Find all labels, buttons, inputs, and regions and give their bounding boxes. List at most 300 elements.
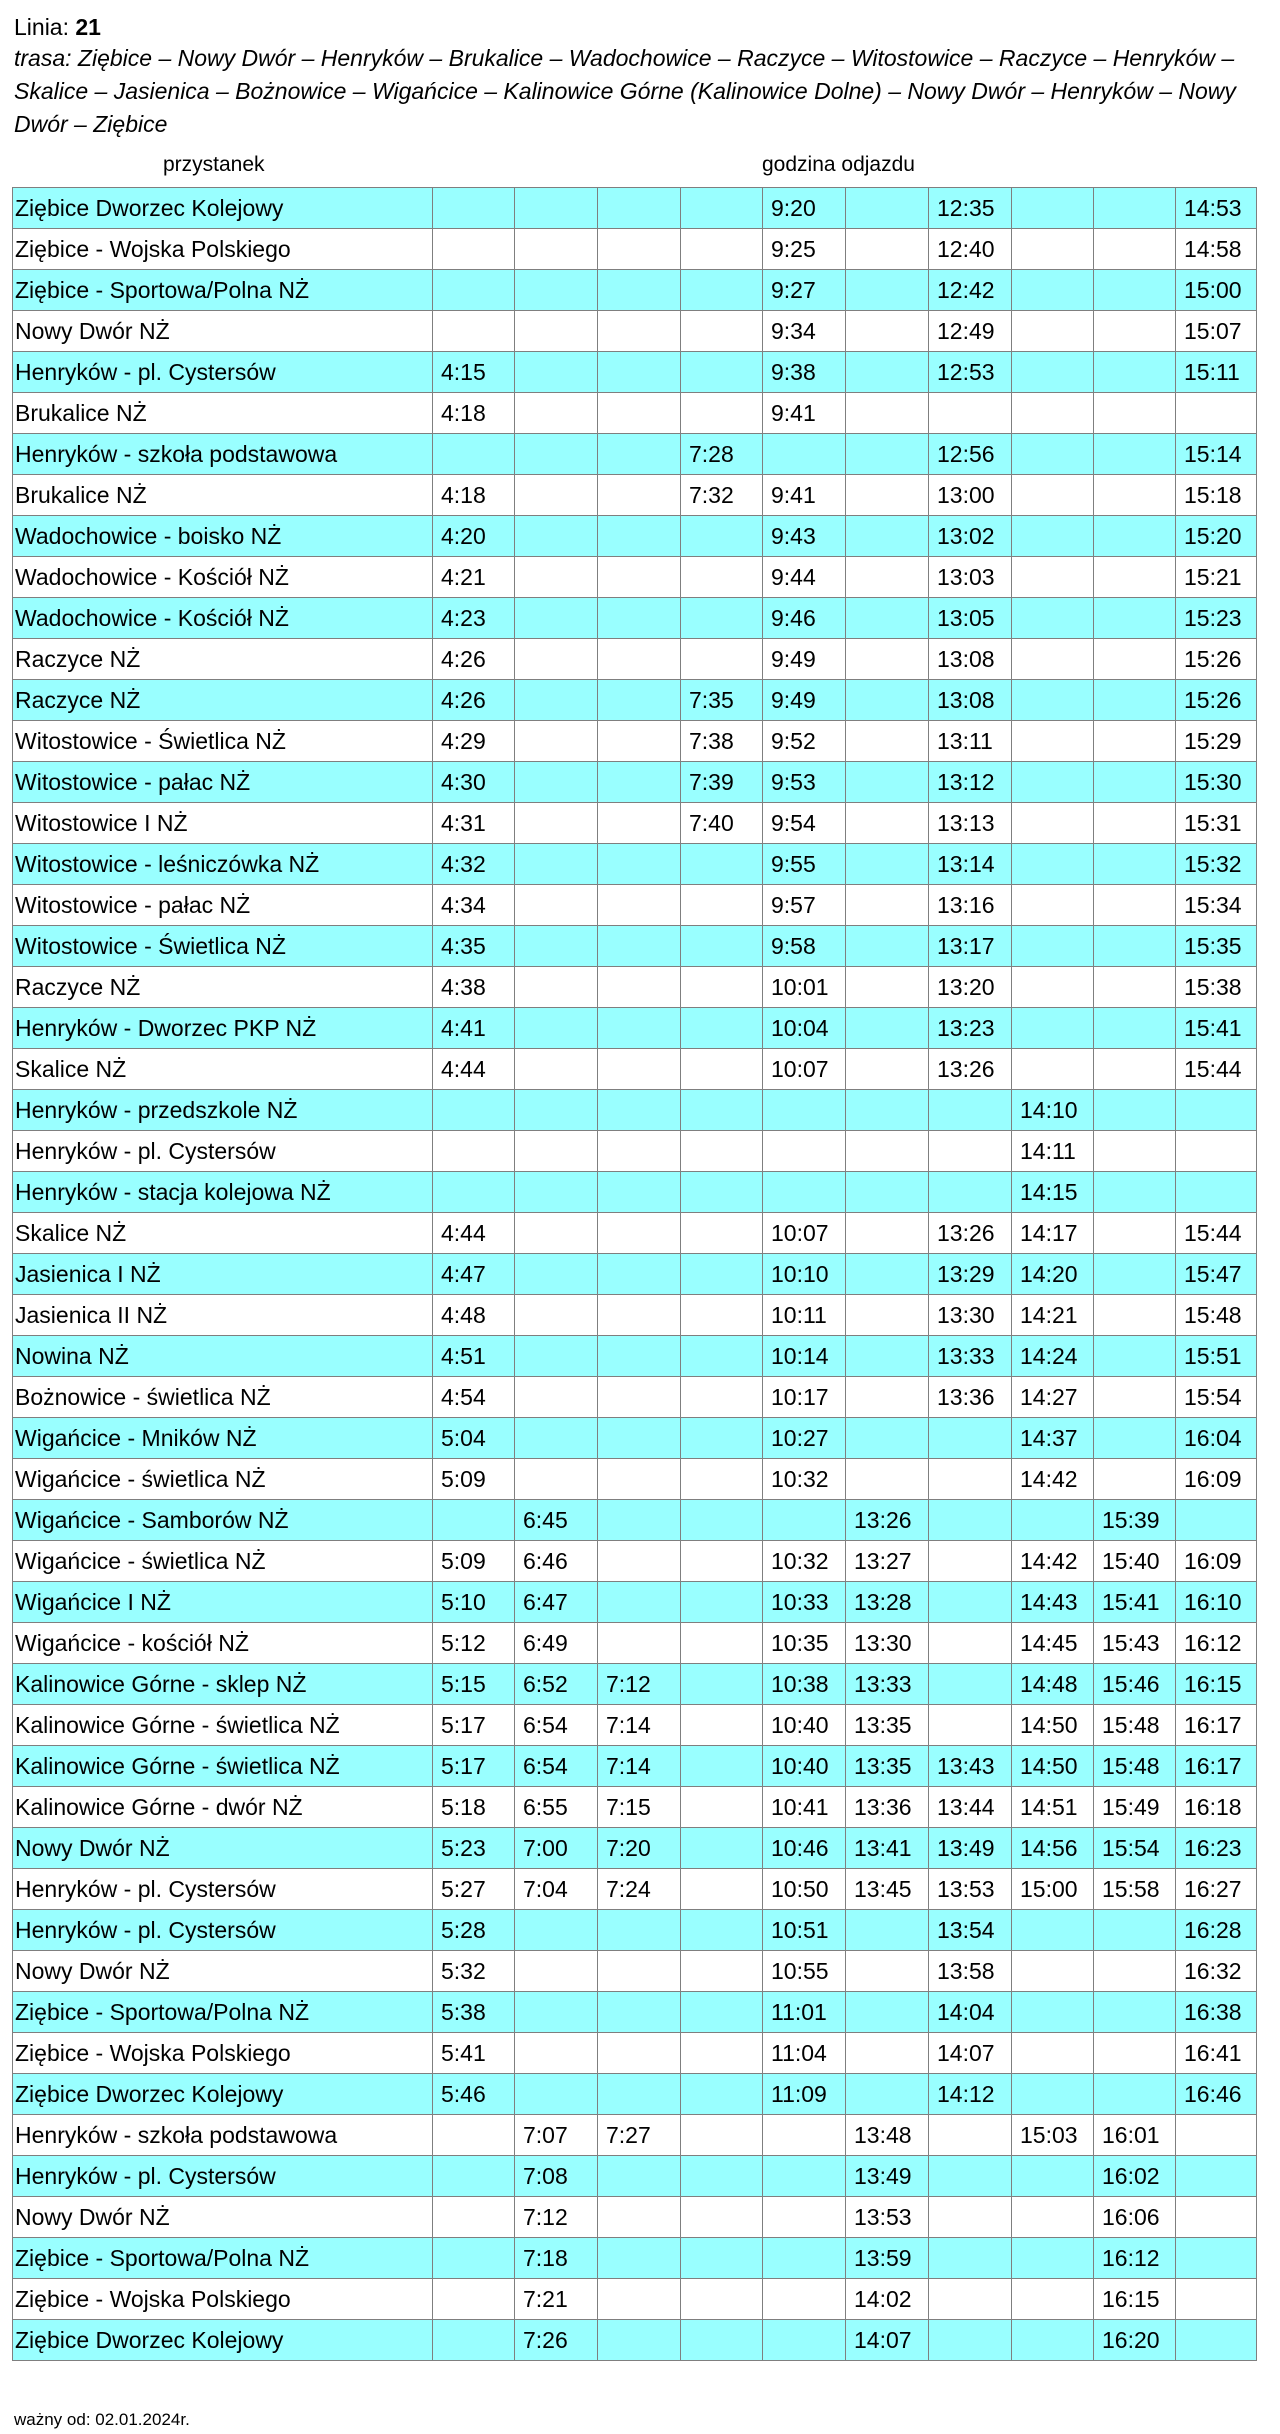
departure-time-cell [1094,1295,1176,1336]
departure-time-cell: 13:17 [929,926,1012,967]
departure-time-cell: 14:56 [1012,1828,1094,1869]
departure-time-cell [681,1664,763,1705]
departure-time-cell [1012,2238,1094,2279]
departure-time-cell [1176,393,1257,434]
departure-time-cell: 15:41 [1094,1582,1176,1623]
departure-time-cell [681,1418,763,1459]
departure-time-cell [598,1049,681,1090]
departure-time-cell: 4:31 [433,803,515,844]
departure-time-cell [515,1992,598,2033]
table-row [13,352,1257,393]
departure-time-cell: 13:11 [929,721,1012,762]
departure-time-cell: 13:54 [929,1910,1012,1951]
departure-time-cell: 9:44 [763,557,846,598]
departure-time-cell: 5:32 [433,1951,515,1992]
departure-time-cell: 9:55 [763,844,846,885]
departure-time-cell [681,229,763,270]
departure-time-cell: 13:36 [846,1787,929,1828]
departure-time-cell [763,1172,846,1213]
departure-time-cell [1176,2238,1257,2279]
departure-time-cell: 16:09 [1176,1541,1257,1582]
departure-time-cell [681,1582,763,1623]
table-row [13,1131,1257,1172]
table-row [13,680,1257,721]
departure-time-cell [1176,2115,1257,2156]
departure-time-cell [1012,352,1094,393]
departure-time-cell [846,1008,929,1049]
departure-time-cell [1094,516,1176,557]
table-row [13,393,1257,434]
departure-time-cell [846,1213,929,1254]
departure-time-cell: 12:40 [929,229,1012,270]
stop-name-cell: Wigańcice - Samborów NŻ [13,1500,433,1541]
departure-time-cell: 4:20 [433,516,515,557]
stop-name-cell: Raczyce NŻ [13,967,433,1008]
departure-time-cell [1094,680,1176,721]
departure-time-cell: 15:40 [1094,1541,1176,1582]
departure-time-cell [846,926,929,967]
departure-time-cell [1094,762,1176,803]
stop-name-cell: Witostowice - Świetlica NŻ [13,926,433,967]
departure-time-cell [598,926,681,967]
departure-time-cell: 12:53 [929,352,1012,393]
departure-time-cell: 7:08 [515,2156,598,2197]
departure-time-cell: 9:54 [763,803,846,844]
departure-time-cell [598,188,681,229]
departure-time-cell: 13:45 [846,1869,929,1910]
departure-time-cell [598,1172,681,1213]
departure-time-cell: 16:15 [1176,1664,1257,1705]
departure-time-cell [1094,475,1176,516]
departure-time-cell [515,2074,598,2115]
stop-name-cell: Witostowice - leśniczówka NŻ [13,844,433,885]
departure-time-cell [1012,680,1094,721]
departure-time-cell: 13:49 [929,1828,1012,1869]
departure-time-cell: 13:49 [846,2156,929,2197]
departure-time-cell [681,2197,763,2238]
departure-time-cell: 15:34 [1176,885,1257,926]
departure-time-cell: 13:29 [929,1254,1012,1295]
departure-time-cell [598,1254,681,1295]
departure-time-cell: 15:54 [1176,1377,1257,1418]
table-row [13,516,1257,557]
departure-time-cell [846,475,929,516]
stop-name-cell: Ziębice Dworzec Kolejowy [13,2320,433,2361]
departure-time-cell: 7:39 [681,762,763,803]
stop-name-cell: Wigańcice - kościół NŻ [13,1623,433,1664]
stop-name-cell: Ziębice - Sportowa/Polna NŻ [13,270,433,311]
departure-time-cell [433,229,515,270]
table-row [13,926,1257,967]
departure-time-cell: 5:09 [433,1459,515,1500]
departure-time-cell [515,1418,598,1459]
departure-time-cell: 15:21 [1176,557,1257,598]
stop-name-cell: Henryków - szkoła podstawowa [13,2115,433,2156]
departure-time-cell: 14:42 [1012,1541,1094,1582]
departure-time-cell: 5:28 [433,1910,515,1951]
departure-time-cell [598,393,681,434]
departure-time-cell: 5:17 [433,1746,515,1787]
departure-time-cell [681,352,763,393]
departure-time-cell [1012,1951,1094,1992]
departure-time-cell [515,1254,598,1295]
departure-time-cell: 4:26 [433,680,515,721]
departure-time-cell [1012,844,1094,885]
departure-time-cell: 13:16 [929,885,1012,926]
table-row [13,311,1257,352]
departure-time-cell [681,1787,763,1828]
departure-time-cell [763,2320,846,2361]
departure-time-cell [1094,885,1176,926]
departure-time-cell: 13:26 [846,1500,929,1541]
table-row [13,1049,1257,1090]
departure-time-cell: 7:24 [598,1869,681,1910]
departure-time-cell: 15:48 [1176,1295,1257,1336]
departure-time-cell [598,967,681,1008]
departure-time-cell: 4:23 [433,598,515,639]
departure-time-cell: 13:35 [846,1746,929,1787]
departure-time-cell [681,2074,763,2115]
departure-time-cell [681,1541,763,1582]
departure-time-cell: 5:23 [433,1828,515,1869]
departure-time-cell [598,1336,681,1377]
stop-name-cell: Ziębice Dworzec Kolejowy [13,188,433,229]
departure-time-cell [681,1951,763,1992]
departure-time-cell [846,1992,929,2033]
departure-time-cell [846,557,929,598]
departure-time-cell [681,598,763,639]
stop-name-cell: Jasienica I NŻ [13,1254,433,1295]
departure-time-cell: 4:44 [433,1213,515,1254]
departure-time-cell [681,311,763,352]
route-description: trasa: Ziębice – Nowy Dwór – Henryków – Brukalice – Wadochowice – Raczyce – Witostowice – Raczyce – Henryków – Skalice – Jasienica – Bożnowice – Wigańcice – Kalinowice Górne (Kalinowice Dolne) – Nowy Dwór – Henryków – Nowy Dwór – Ziębice [14,45,1236,137]
departure-time-cell [681,1910,763,1951]
table-row [13,229,1257,270]
departure-time-cell: 14:07 [846,2320,929,2361]
departure-time-cell [929,1623,1012,1664]
stop-name-cell: Kalinowice Górne - świetlica NŻ [13,1705,433,1746]
departure-time-cell [1012,2279,1094,2320]
stop-name-cell: Henryków - pl. Cystersów [13,2156,433,2197]
departure-time-cell [598,721,681,762]
departure-time-cell [515,1336,598,1377]
departure-time-cell [598,2033,681,2074]
departure-time-cell [1012,803,1094,844]
departure-time-cell: 13:43 [929,1746,1012,1787]
stop-name-cell: Henryków - przedszkole NŻ [13,1090,433,1131]
departure-time-cell [763,2238,846,2279]
stop-name-cell: Nowy Dwór NŻ [13,311,433,352]
departure-time-cell [1094,1213,1176,1254]
departure-time-cell: 4:51 [433,1336,515,1377]
departure-time-cell [846,434,929,475]
departure-time-cell: 14:27 [1012,1377,1094,1418]
departure-time-cell [1012,311,1094,352]
departure-time-cell [515,639,598,680]
departure-time-cell [929,1705,1012,1746]
stop-name-cell: Witostowice - Świetlica NŻ [13,721,433,762]
departure-time-cell [681,2320,763,2361]
departure-time-cell: 16:41 [1176,2033,1257,2074]
departure-time-cell: 16:02 [1094,2156,1176,2197]
departure-time-cell: 6:47 [515,1582,598,1623]
departure-time-cell [433,311,515,352]
departure-time-cell [929,393,1012,434]
departure-time-cell [598,352,681,393]
departure-time-cell [929,1459,1012,1500]
departure-time-cell [846,967,929,1008]
departure-time-cell [846,680,929,721]
stop-name-cell: Kalinowice Górne - sklep NŻ [13,1664,433,1705]
departure-time-cell: 4:44 [433,1049,515,1090]
departure-time-cell: 4:48 [433,1295,515,1336]
departure-time-cell: 7:04 [515,1869,598,1910]
departure-time-cell [1012,1910,1094,1951]
departure-time-cell: 4:41 [433,1008,515,1049]
departure-time-cell [433,2197,515,2238]
departure-time-cell [681,1254,763,1295]
departure-time-cell [763,2197,846,2238]
departure-time-cell: 10:17 [763,1377,846,1418]
departure-time-cell [515,311,598,352]
stop-name-cell: Kalinowice Górne - świetlica NŻ [13,1746,433,1787]
departure-time-cell: 10:46 [763,1828,846,1869]
departure-time-cell [598,639,681,680]
departure-time-cell [433,2279,515,2320]
departure-time-cell: 13:23 [929,1008,1012,1049]
departure-time-cell: 10:14 [763,1336,846,1377]
departure-time-cell [763,2156,846,2197]
stop-name-cell: Nowina NŻ [13,1336,433,1377]
departure-time-cell [681,1336,763,1377]
table-row [13,1828,1257,1869]
departure-time-cell [1176,1131,1257,1172]
departure-time-cell [1176,1090,1257,1131]
departure-time-cell [598,229,681,270]
departure-time-cell [1012,557,1094,598]
table-row [13,1992,1257,2033]
departure-time-cell [598,311,681,352]
table-row [13,844,1257,885]
departure-time-cell: 13:44 [929,1787,1012,1828]
departure-time-cell: 10:04 [763,1008,846,1049]
departure-time-cell [1094,1910,1176,1951]
departure-time-cell [598,2156,681,2197]
departure-time-cell: 14:15 [1012,1172,1094,1213]
departure-time-cell [515,1090,598,1131]
stop-name-cell: Nowy Dwór NŻ [13,1951,433,1992]
departure-time-cell: 15:00 [1176,270,1257,311]
departure-time-cell [929,1418,1012,1459]
departure-time-cell [846,639,929,680]
departure-time-cell: 5:18 [433,1787,515,1828]
departure-time-cell [1094,1377,1176,1418]
table-row [13,967,1257,1008]
departure-time-cell [1094,803,1176,844]
table-row [13,1172,1257,1213]
departure-time-cell: 10:01 [763,967,846,1008]
departure-time-cell [681,188,763,229]
departure-time-cell: 15:43 [1094,1623,1176,1664]
departure-time-cell [515,721,598,762]
departure-time-cell [846,1951,929,1992]
departure-time-cell [1012,270,1094,311]
departure-time-cell [515,270,598,311]
departure-time-cell: 13:35 [846,1705,929,1746]
departure-time-cell: 9:49 [763,680,846,721]
departure-time-cell [1094,1418,1176,1459]
departure-time-cell: 15:39 [1094,1500,1176,1541]
table-row [13,434,1257,475]
departure-time-cell [598,434,681,475]
table-row [13,1623,1257,1664]
departure-time-cell: 13:53 [929,1869,1012,1910]
departure-time-cell: 5:41 [433,2033,515,2074]
departure-time-cell [1012,188,1094,229]
departure-time-cell [1012,393,1094,434]
departure-time-cell [1176,1500,1257,1541]
departure-time-cell: 15:46 [1094,1664,1176,1705]
departure-time-cell: 10:11 [763,1295,846,1336]
departure-time-cell [929,2279,1012,2320]
departure-time-cell [681,1623,763,1664]
departure-time-cell [929,1090,1012,1131]
departure-time-cell [929,1582,1012,1623]
departure-time-cell [681,1172,763,1213]
departure-time-cell [681,270,763,311]
departure-time-cell: 14:45 [1012,1623,1094,1664]
departure-time-cell: 9:49 [763,639,846,680]
departure-time-cell [846,1418,929,1459]
departure-time-cell: 7:07 [515,2115,598,2156]
departure-time-cell: 7:12 [515,2197,598,2238]
departure-time-cell [1012,967,1094,1008]
departure-time-cell: 13:26 [929,1049,1012,1090]
departure-time-cell: 16:38 [1176,1992,1257,2033]
departure-time-cell: 13:27 [846,1541,929,1582]
departure-time-cell [763,1131,846,1172]
departure-time-cell: 9:43 [763,516,846,557]
departure-time-cell [681,2033,763,2074]
departure-time-cell: 15:26 [1176,680,1257,721]
departure-time-cell [515,803,598,844]
stop-name-cell: Ziębice - Sportowa/Polna NŻ [13,1992,433,2033]
table-row [13,803,1257,844]
departure-time-cell: 15:38 [1176,967,1257,1008]
departure-time-cell [1094,844,1176,885]
departure-time-cell [681,1705,763,1746]
departure-time-cell: 16:12 [1094,2238,1176,2279]
departure-time-cell [1012,926,1094,967]
table-row [13,1008,1257,1049]
stop-name-cell: Nowy Dwór NŻ [13,2197,433,2238]
table-row [13,1500,1257,1541]
departure-time-cell [681,1131,763,1172]
departure-time-cell: 10:50 [763,1869,846,1910]
departure-time-cell: 10:27 [763,1418,846,1459]
departure-time-cell [1012,516,1094,557]
table-row [13,1746,1257,1787]
table-row [13,1418,1257,1459]
departure-time-cell: 5:38 [433,1992,515,2033]
departure-time-cell [846,352,929,393]
departure-time-cell: 13:14 [929,844,1012,885]
departure-time-cell: 14:50 [1012,1746,1094,1787]
departure-time-cell: 10:41 [763,1787,846,1828]
departure-time-cell [846,2033,929,2074]
departure-time-cell [1012,1049,1094,1090]
departure-time-cell: 16:09 [1176,1459,1257,1500]
stop-name-cell: Wadochowice - boisko NŻ [13,516,433,557]
departure-time-cell [1094,1131,1176,1172]
departure-time-cell [681,1008,763,1049]
table-row [13,270,1257,311]
departure-time-cell: 6:49 [515,1623,598,1664]
departure-time-cell: 7:12 [598,1664,681,1705]
departure-time-cell [681,1049,763,1090]
departure-time-cell [846,229,929,270]
departure-time-cell [846,270,929,311]
departure-time-cell: 9:25 [763,229,846,270]
stop-name-cell: Ziębice - Sportowa/Polna NŻ [13,2238,433,2279]
departure-time-cell: 13:03 [929,557,1012,598]
departure-time-cell [763,2279,846,2320]
departure-time-cell: 14:53 [1176,188,1257,229]
departure-time-cell: 6:52 [515,1664,598,1705]
departure-time-cell: 7:28 [681,434,763,475]
table-row [13,2074,1257,2115]
departure-time-cell [929,2320,1012,2361]
departure-time-cell [846,1295,929,1336]
stop-name-cell: Jasienica II NŻ [13,1295,433,1336]
departure-time-cell [433,1090,515,1131]
stop-name-cell: Ziębice - Wojska Polskiego [13,229,433,270]
departure-time-cell [598,1295,681,1336]
departure-time-cell: 7:18 [515,2238,598,2279]
departure-time-cell [1176,2279,1257,2320]
departure-time-cell: 5:27 [433,1869,515,1910]
table-row [13,2238,1257,2279]
departure-time-cell [681,2115,763,2156]
departure-time-cell: 4:47 [433,1254,515,1295]
departure-time-cell: 16:04 [1176,1418,1257,1459]
departure-time-cell: 7:14 [598,1746,681,1787]
departure-time-cell: 14:42 [1012,1459,1094,1500]
departure-time-cell: 14:11 [1012,1131,1094,1172]
departure-time-cell [681,844,763,885]
departure-time-cell [681,557,763,598]
departure-time-cell: 14:07 [929,2033,1012,2074]
departure-time-cell [1094,557,1176,598]
departure-time-cell: 16:18 [1176,1787,1257,1828]
departure-time-cell [598,1008,681,1049]
stop-name-cell: Raczyce NŻ [13,639,433,680]
stop-name-cell: Nowy Dwór NŻ [13,1828,433,1869]
departure-time-cell [763,434,846,475]
departure-time-cell [598,557,681,598]
table-row [13,721,1257,762]
table-row [13,1705,1257,1746]
departure-time-cell [598,270,681,311]
departure-time-cell: 4:15 [433,352,515,393]
departure-time-cell: 10:33 [763,1582,846,1623]
departure-time-cell: 9:46 [763,598,846,639]
departure-time-cell: 10:32 [763,1459,846,1500]
stop-name-cell: Skalice NŻ [13,1213,433,1254]
departure-time-cell [846,516,929,557]
departure-time-cell: 9:57 [763,885,846,926]
departure-time-cell: 16:06 [1094,2197,1176,2238]
